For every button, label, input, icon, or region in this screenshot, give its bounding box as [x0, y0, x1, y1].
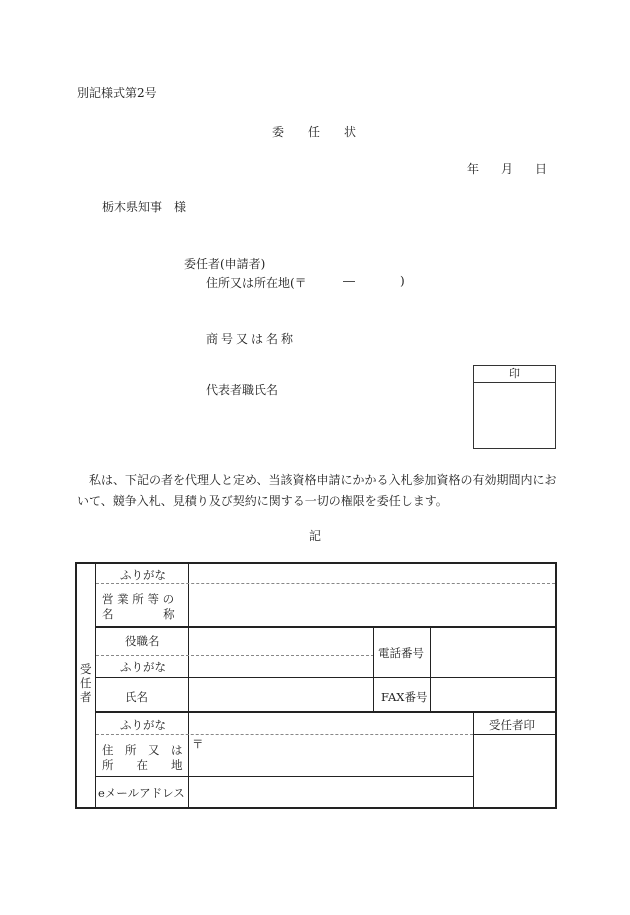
ki-heading: 記	[309, 529, 322, 543]
phone-input[interactable]	[433, 629, 553, 675]
representative-label: 代表者職氏名	[206, 383, 279, 397]
side-label	[80, 662, 92, 704]
office-name-label-1: 営 業 所 等 の	[102, 592, 175, 606]
statement-line-1: 私は、下記の者を代理人と定め、当該資格申請にかかる入札参加資格の有効期間内にお	[89, 473, 557, 487]
postal-code-close: )	[400, 274, 405, 288]
title-char: 任	[308, 125, 321, 139]
title-char: 状	[344, 125, 357, 139]
position-label: 役職名	[125, 634, 160, 648]
date-day: 日	[535, 162, 548, 176]
furigana-label: ふりがな	[120, 660, 166, 674]
office-name-input[interactable]	[191, 584, 553, 624]
side-char: 者	[80, 690, 92, 704]
furigana-label: ふりがな	[120, 718, 166, 732]
seal-label: 印	[474, 366, 555, 383]
form-number: 別記様式第2号	[77, 86, 157, 100]
addressee: 栃木県知事 様	[102, 200, 187, 214]
address-label-2: 所 在 地	[102, 758, 183, 772]
date-year: 年	[467, 162, 480, 176]
agent-seal-label: 受任者印	[489, 718, 535, 732]
furigana-label: ふりがな	[120, 568, 166, 582]
address-input[interactable]	[205, 736, 471, 774]
document-title	[272, 123, 380, 140]
date-line	[467, 160, 569, 177]
delegation-statement	[77, 470, 557, 512]
fax-label: FAX番号	[381, 690, 428, 704]
fax-input[interactable]	[433, 679, 553, 709]
position-input[interactable]	[191, 629, 371, 653]
trade-name-label: 商号又は名称	[206, 332, 297, 346]
title-char: 委	[272, 125, 285, 139]
name-label: 氏名	[125, 690, 148, 704]
principal-address-label: 住所又は所在地(〒	[206, 276, 307, 290]
email-input[interactable]	[191, 779, 471, 805]
seal-box	[473, 365, 556, 449]
postal-mark: 〒	[192, 737, 204, 751]
principal-label: 委任者(申請者)	[184, 257, 266, 271]
postal-code-dash: ―	[343, 274, 355, 288]
agent-table	[75, 562, 557, 809]
email-label: eメールアドレス	[98, 786, 185, 800]
office-name-label-2: 名 称	[102, 607, 175, 621]
name-input[interactable]	[191, 679, 371, 709]
side-char: 受	[80, 662, 92, 676]
statement-line-2: いて、競争入札、見積り及び契約に関する一切の権限を委任します。	[77, 494, 448, 508]
address-label-1: 住 所 又 は	[102, 743, 183, 757]
date-month: 月	[501, 162, 514, 176]
side-char: 任	[80, 676, 92, 690]
phone-label: 電話番号	[378, 646, 424, 660]
